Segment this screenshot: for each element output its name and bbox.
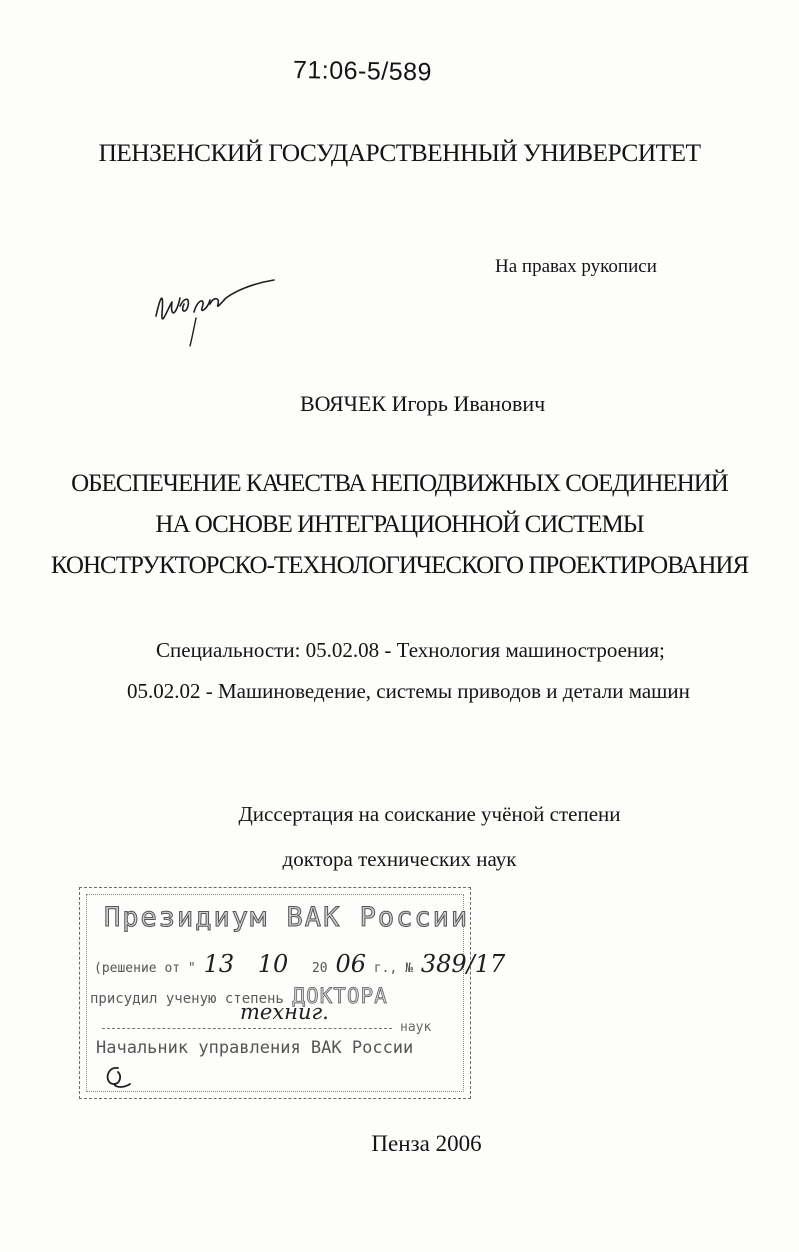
specialty-line-2: 05.02.02 - Машиноведение, системы приводов и детали машин <box>127 679 690 703</box>
dissertation-line-1: Диссертация на соискание учёной степени <box>238 802 621 826</box>
stamp-science-field: техниг. <box>240 1000 329 1024</box>
title-line-2: НА ОСНОВЕ ИНТЕГРАЦИОННОЙ СИСТЕМЫ <box>155 511 644 538</box>
vak-approval-stamp <box>79 887 506 1099</box>
title-line-3: КОНСТРУКТОРСКО-ТЕХНОЛОГИЧЕСКОГО ПРОЕКТИРОВАНИЯ <box>50 552 749 579</box>
stamp-day: 13 <box>203 950 235 978</box>
catalog-number: 71:06-5/589 <box>292 56 433 87</box>
dissertation-line-2: доктора технических наук <box>282 847 517 871</box>
stamp-decision-line <box>94 950 505 978</box>
place-and-year: Пенза 2006 <box>371 1131 482 1156</box>
manuscript-notice: На правах рукописи <box>495 256 657 277</box>
stamp-field-rule <box>102 1028 392 1029</box>
stamp-head-signature <box>100 1062 140 1092</box>
title-line-1: ОБЕСПЕЧЕНИЕ КАЧЕСТВА НЕПОДВИЖНЫХ СОЕДИНЕНИЙ <box>71 470 728 497</box>
stamp-awarded-prefix: присудил ученую степень <box>90 991 284 1007</box>
university-name: ПЕНЗЕНСКИЙ ГОСУДАРСТВЕННЫЙ УНИВЕРСИТЕТ <box>98 138 701 167</box>
specialty-line-1: Специальности: 05.02.08 - Технология машиностроения; <box>156 638 665 662</box>
stamp-organization: Президиум ВАК России <box>104 902 470 933</box>
stamp-decision-prefix: (решение от " <box>94 961 196 976</box>
stamp-degree: ДОКТОРА <box>292 984 388 1008</box>
stamp-month: 10 <box>257 950 289 978</box>
handwritten-signature <box>150 268 280 348</box>
stamp-number: 389/17 <box>420 950 506 978</box>
stamp-number-prefix: г., № <box>373 961 413 976</box>
stamp-year: 06 <box>335 950 367 978</box>
stamp-sciences-suffix: наук <box>400 1020 432 1035</box>
stamp-year-prefix: 20 <box>311 961 328 976</box>
stamp-awarded-line <box>90 984 388 1008</box>
stamp-head-label: Начальник управления ВАК России <box>96 1038 414 1058</box>
author-name: ВОЯЧЕК Игорь Иванович <box>300 391 546 416</box>
